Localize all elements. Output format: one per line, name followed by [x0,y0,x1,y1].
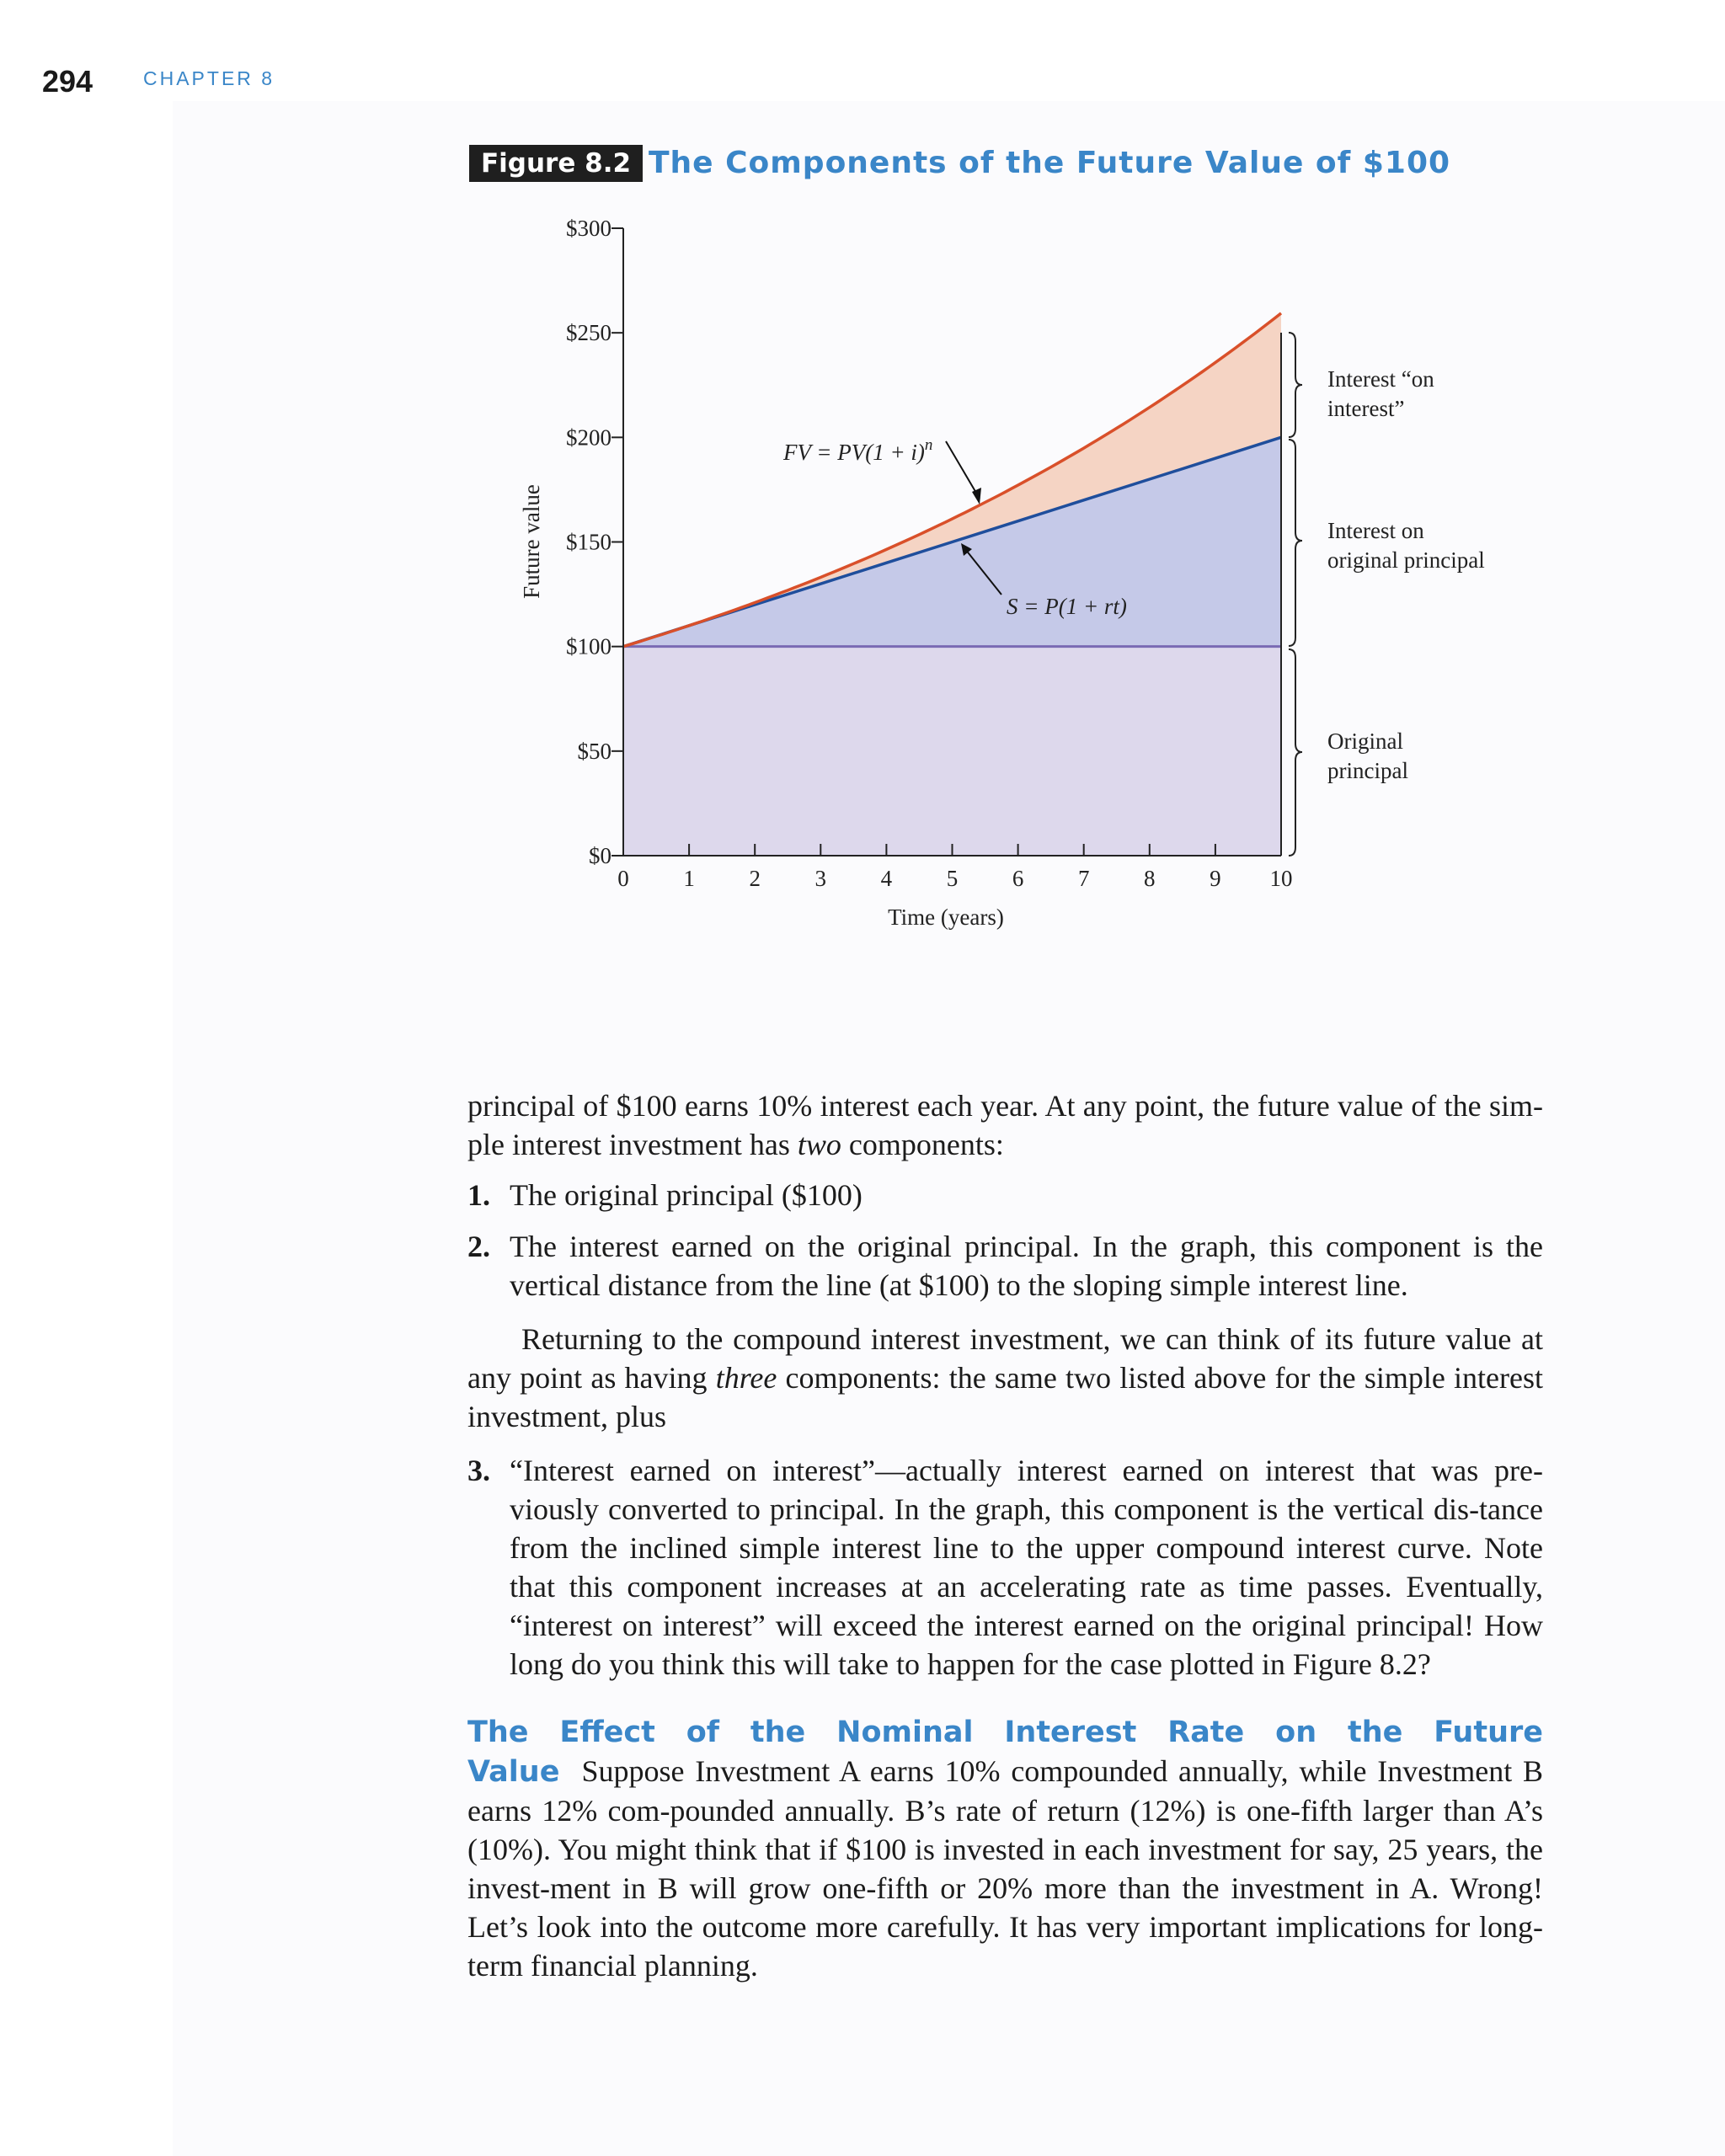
compound-formula-text: FV = PV(1 + i) [783,440,925,465]
brace-label-line: principal [1327,758,1408,783]
y-tick-label: $150 [566,529,611,555]
returning-text: Returning to the compound interest investment, we can think of its future value at any point as having [467,1322,1543,1395]
y-tick-label: $200 [566,424,611,451]
list-item-text: The original principal ($100) [510,1178,862,1212]
x-tick-label: 3 [814,866,827,891]
y-tick-label: $50 [577,738,611,764]
y-tick-label: $0 [589,843,611,868]
section-heading: The Effect of the Nominal Interest Rate on the Future Value [467,1716,1543,1789]
y-tick-label: $100 [566,633,611,659]
x-tick-label: 9 [1210,866,1221,891]
simple-formula-label: S = P(1 + rt) [1007,594,1127,619]
list-item-number: 1. [467,1178,490,1212]
intro-paragraph [467,1086,1543,1164]
compound-arrowhead [972,488,981,504]
list-item-number: 3. [467,1454,490,1487]
x-tick-label: 10 [1269,866,1293,891]
compound-formula-arrow [946,441,980,499]
y-axis-label: Future value [519,484,544,599]
principal-area [623,647,1281,856]
list-item-number: 2. [467,1230,490,1263]
page-number: 294 [42,64,93,99]
x-axis-label: Time (years) [888,905,1004,930]
x-tick-label: 7 [1077,866,1090,891]
brace-label-line: interest” [1327,396,1405,421]
list-item-3 [467,1451,1543,1684]
intro-emphasis: two [797,1128,841,1161]
section-text: Suppose Investment A earns 10% compounded annually, while Investment B earns 12% com-pounded annually. B’s rate of return (12%) is one-fifth larger than A’s (10%). You might think that if $100 is invested in each investment for say, 25 years, the invest-ment in B will grow one-fifth or 20% more than the investment in A. Wrong! Let’s look into the outcome more carefully. It has very important implications for long-term financial planning. [467,1754,1543,1983]
brace-label-interest-on-interest [1327,366,1439,421]
brace-label-line: Interest “on [1327,366,1434,392]
intro-text: principal of $100 earns 10% interest each year. At any point, the future value of the sim-ple interest investment has [467,1089,1543,1161]
brace-label-line: original principal [1327,547,1485,573]
list-item-text: “Interest earned on interest”—actually interest earned on interest that was pre-viously converted to principal. In the graph, this component is the vertical dis-tance from the inclined simple interest line to the upper compound interest curve. Note that this component increases at an accelerating rate as time passes. Eventually, “interest on interest” will exceed the interest earned on the original principal! How long do you think this will take to happen for the case plotted in Figure 8.2? [510,1454,1543,1681]
figure-label: Figure 8.2 [469,145,643,182]
compound-formula-label [782,436,932,465]
returning-emphasis: three [715,1361,777,1395]
figure-title: The Components of the Future Value of $100 [649,146,1451,180]
x-tick-label: 4 [880,866,893,891]
x-tick-label: 6 [1012,866,1024,891]
y-tick-label: $300 [566,216,611,241]
brace-interest-on-interest [1289,333,1302,437]
x-tick-label: 1 [683,866,695,891]
x-tick-label: 2 [749,866,761,891]
future-value-chart [0,0,1725,1011]
compound-formula-exponent: n [924,436,933,454]
list-item-2 [467,1227,1543,1305]
x-tick-label: 0 [617,866,629,891]
brace-label-original-principal [1327,728,1409,783]
list-item-1 [467,1176,1543,1214]
section-paragraph [467,1712,1543,1985]
y-tick-label: $250 [566,320,611,346]
brace-label-line: Original [1327,728,1403,754]
x-tick-label: 8 [1144,866,1156,891]
y-axis-ticks [566,216,623,868]
brace-interest-on-principal [1289,440,1302,646]
brace-label-line: Interest on [1327,518,1424,543]
chapter-label: CHAPTER 8 [143,67,275,89]
brace-original-principal [1289,649,1302,856]
returning-end: components: the same two listed above for the simple interest investment, plus [467,1361,1543,1433]
returning-paragraph [467,1320,1543,1436]
brace-label-interest-on-principal [1327,518,1485,573]
x-tick-label: 5 [946,866,959,891]
body-text-upper [467,1086,1543,1985]
intro-end: components: [841,1128,1004,1161]
list-item-text: The interest earned on the original principal. In the graph, this component is the vertical distance from the line (at $100) to the sloping simple interest line. [510,1230,1543,1302]
